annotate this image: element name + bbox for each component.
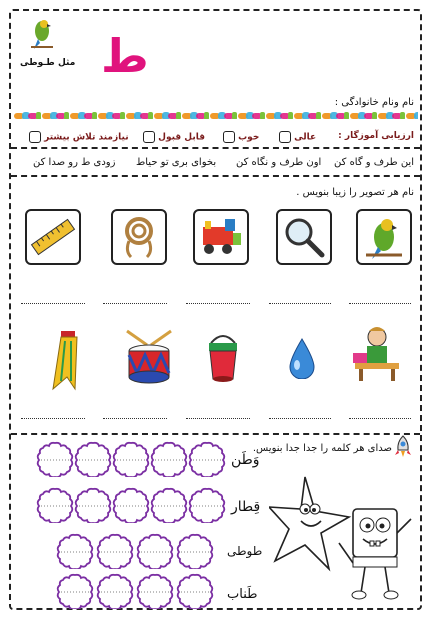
- name-line: نام ونام خانوادگی :: [334, 97, 414, 108]
- child-icon: [345, 323, 405, 385]
- word-4: طَناب: [227, 587, 258, 602]
- example-word: طـوطی: [20, 58, 55, 68]
- big-letter: ط: [101, 29, 149, 83]
- picture-box-magnifier: [276, 209, 332, 265]
- rhyme-line-3: بخوای بری تو حیاط: [136, 157, 217, 168]
- section-title-pictures: نام هر تصویر را زیبا بنویس .: [296, 187, 414, 198]
- answer-line[interactable]: [349, 418, 411, 419]
- answer-line[interactable]: [21, 418, 85, 419]
- answer-line[interactable]: [269, 418, 331, 419]
- syllable-box[interactable]: [149, 487, 189, 523]
- answer-line[interactable]: [103, 418, 167, 419]
- parrot-icon: [29, 17, 55, 51]
- picture-box-ruler: [25, 209, 81, 265]
- option-needs-effort[interactable]: نیازمند تلاش بیشتر: [29, 131, 129, 143]
- worksheet-page: [9, 9, 422, 610]
- answer-line[interactable]: [349, 303, 411, 304]
- answer-line[interactable]: [186, 303, 250, 304]
- syllable-box[interactable]: [55, 573, 95, 609]
- checkbox[interactable]: [143, 131, 155, 143]
- syllable-box[interactable]: [35, 487, 75, 523]
- rhyme-line-4: زودی ط رو صدا کن: [33, 157, 116, 168]
- syllable-box[interactable]: [149, 441, 189, 477]
- picture-box-rope: [111, 209, 167, 265]
- syllable-box[interactable]: [35, 441, 75, 477]
- syllable-box[interactable]: [175, 573, 215, 609]
- example-label: مثل: [58, 58, 76, 68]
- word-1: وَطَن: [231, 452, 260, 468]
- option-excellent[interactable]: عالی: [279, 131, 316, 143]
- answer-line[interactable]: [186, 418, 250, 419]
- decorative-chain: [13, 111, 418, 119]
- evaluation-label: ارزیابی آموزگار :: [338, 131, 414, 141]
- rhyme-line-1: این طرف و گاه کن: [334, 157, 414, 168]
- rhyme-line-2: اون طرف و نگاه کن: [236, 157, 322, 168]
- bucket-icon: [203, 329, 243, 385]
- picture-box-parrot: [356, 209, 412, 265]
- syllable-box[interactable]: [55, 533, 95, 569]
- syllable-box[interactable]: [95, 573, 135, 609]
- syllable-box[interactable]: [135, 533, 175, 569]
- train-icon: [195, 211, 247, 263]
- syllable-box[interactable]: [111, 441, 151, 477]
- checkbox[interactable]: [29, 131, 41, 143]
- syllable-box[interactable]: [187, 487, 227, 523]
- divider: [11, 147, 420, 149]
- syllable-box[interactable]: [73, 487, 113, 523]
- answer-line[interactable]: [21, 303, 85, 304]
- syllable-box[interactable]: [175, 533, 215, 569]
- syllable-box[interactable]: [111, 487, 151, 523]
- section-title-syllables: صدای هر کلمه را جدا جدا بنویس.: [252, 443, 392, 454]
- divider: [11, 175, 420, 177]
- rope-icon: [113, 211, 165, 263]
- magnifier-icon: [278, 211, 330, 263]
- ruler-icon: [27, 211, 79, 263]
- syllable-box[interactable]: [187, 441, 227, 477]
- divider: [11, 433, 420, 435]
- cartoon-characters-illustration: [269, 473, 417, 603]
- parrot-icon: [358, 211, 410, 263]
- word-2: قِطار: [231, 499, 261, 515]
- syllable-box[interactable]: [73, 441, 113, 477]
- checkbox[interactable]: [223, 131, 235, 143]
- word-3: طوطی: [227, 544, 263, 558]
- picture-box-train: [193, 209, 249, 265]
- answer-line[interactable]: [103, 303, 167, 304]
- rocket-icon: [393, 435, 413, 459]
- syllable-box[interactable]: [135, 573, 175, 609]
- water-drop-icon: [286, 337, 318, 379]
- checkbox[interactable]: [279, 131, 291, 143]
- option-acceptable[interactable]: قابل قبول: [143, 131, 205, 143]
- drum-icon: [123, 329, 175, 389]
- option-good[interactable]: خوب: [223, 131, 259, 143]
- scarf-icon: [47, 329, 89, 393]
- syllable-box[interactable]: [95, 533, 135, 569]
- answer-line[interactable]: [269, 303, 331, 304]
